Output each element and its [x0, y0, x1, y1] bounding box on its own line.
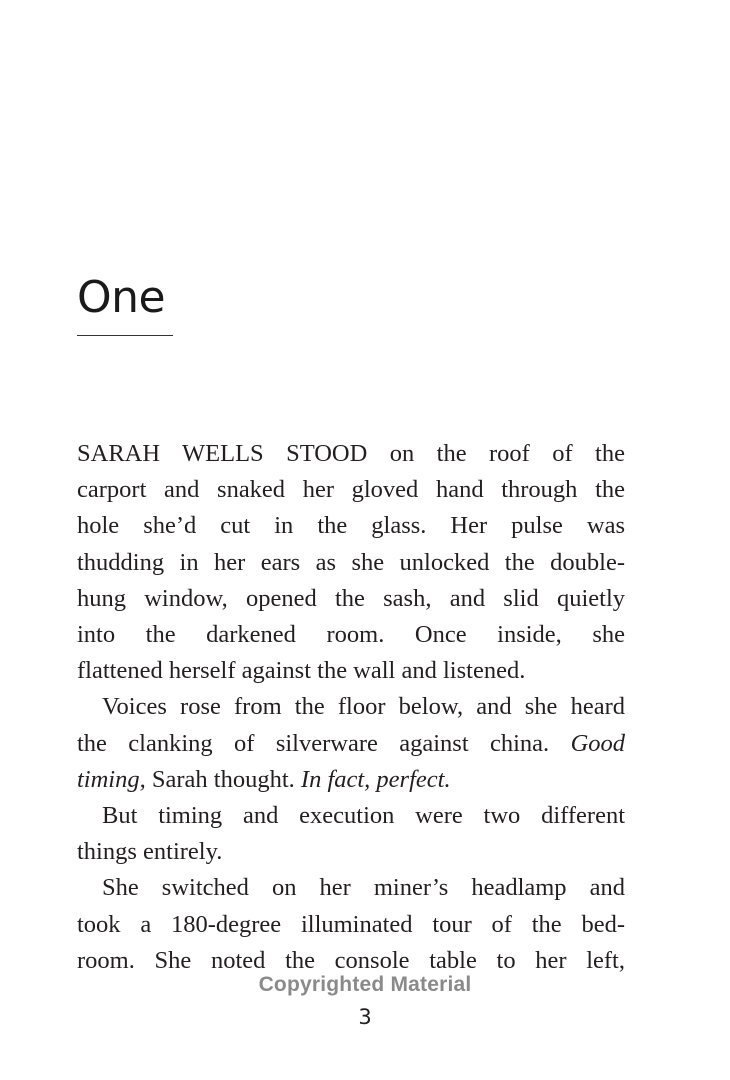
text-line-6: into the darkened room. Once inside, she: [77, 621, 625, 649]
text-line-7: flattened herself against the wall and listened.: [77, 657, 526, 685]
text-line-14: took a 180-degree illuminated tour of the bed-: [77, 910, 625, 938]
text-line-8: Voices rose from the floor below, and she heard: [102, 693, 625, 721]
text-span: Sarah thought.: [151, 765, 295, 793]
chapter-title-rule: [77, 335, 173, 336]
paragraph-2: [77, 689, 625, 798]
italic-text: In fact, perfect.: [300, 765, 451, 793]
paragraph-3: [77, 798, 625, 870]
paragraph-1: [77, 436, 625, 689]
copyright-watermark: Copyrighted Material: [258, 973, 472, 996]
text-line-2: carport and snaked her gloved hand through the: [77, 476, 625, 504]
text-line-12: things entirely.: [77, 838, 223, 866]
italic-text: Good: [570, 729, 626, 757]
text-line-11: But timing and execution were two different: [102, 802, 625, 830]
text-line-4: thudding in her ears as she unlocked the double-: [77, 548, 625, 576]
page-number: 3: [358, 1005, 372, 1029]
paragraph-4: [77, 870, 625, 979]
text-line-10: [77, 762, 625, 798]
text-line-3: hole she’d cut in the glass. Her pulse was: [77, 512, 625, 540]
body-text: [77, 436, 625, 979]
italic-text: timing,: [77, 765, 146, 793]
text-line-1: SARAH WELLS STOOD on the roof of the: [77, 440, 625, 467]
text-line-13: She switched on her miner’s headlamp and: [102, 874, 625, 902]
chapter-title: One: [77, 272, 166, 323]
text-line-9: [77, 726, 625, 762]
text-line-15: room. She noted the console table to her left,: [77, 946, 625, 974]
text-span: the clanking of silverware against china.: [77, 729, 550, 757]
text-line-5: hung window, opened the sash, and slid quietly: [77, 584, 625, 612]
